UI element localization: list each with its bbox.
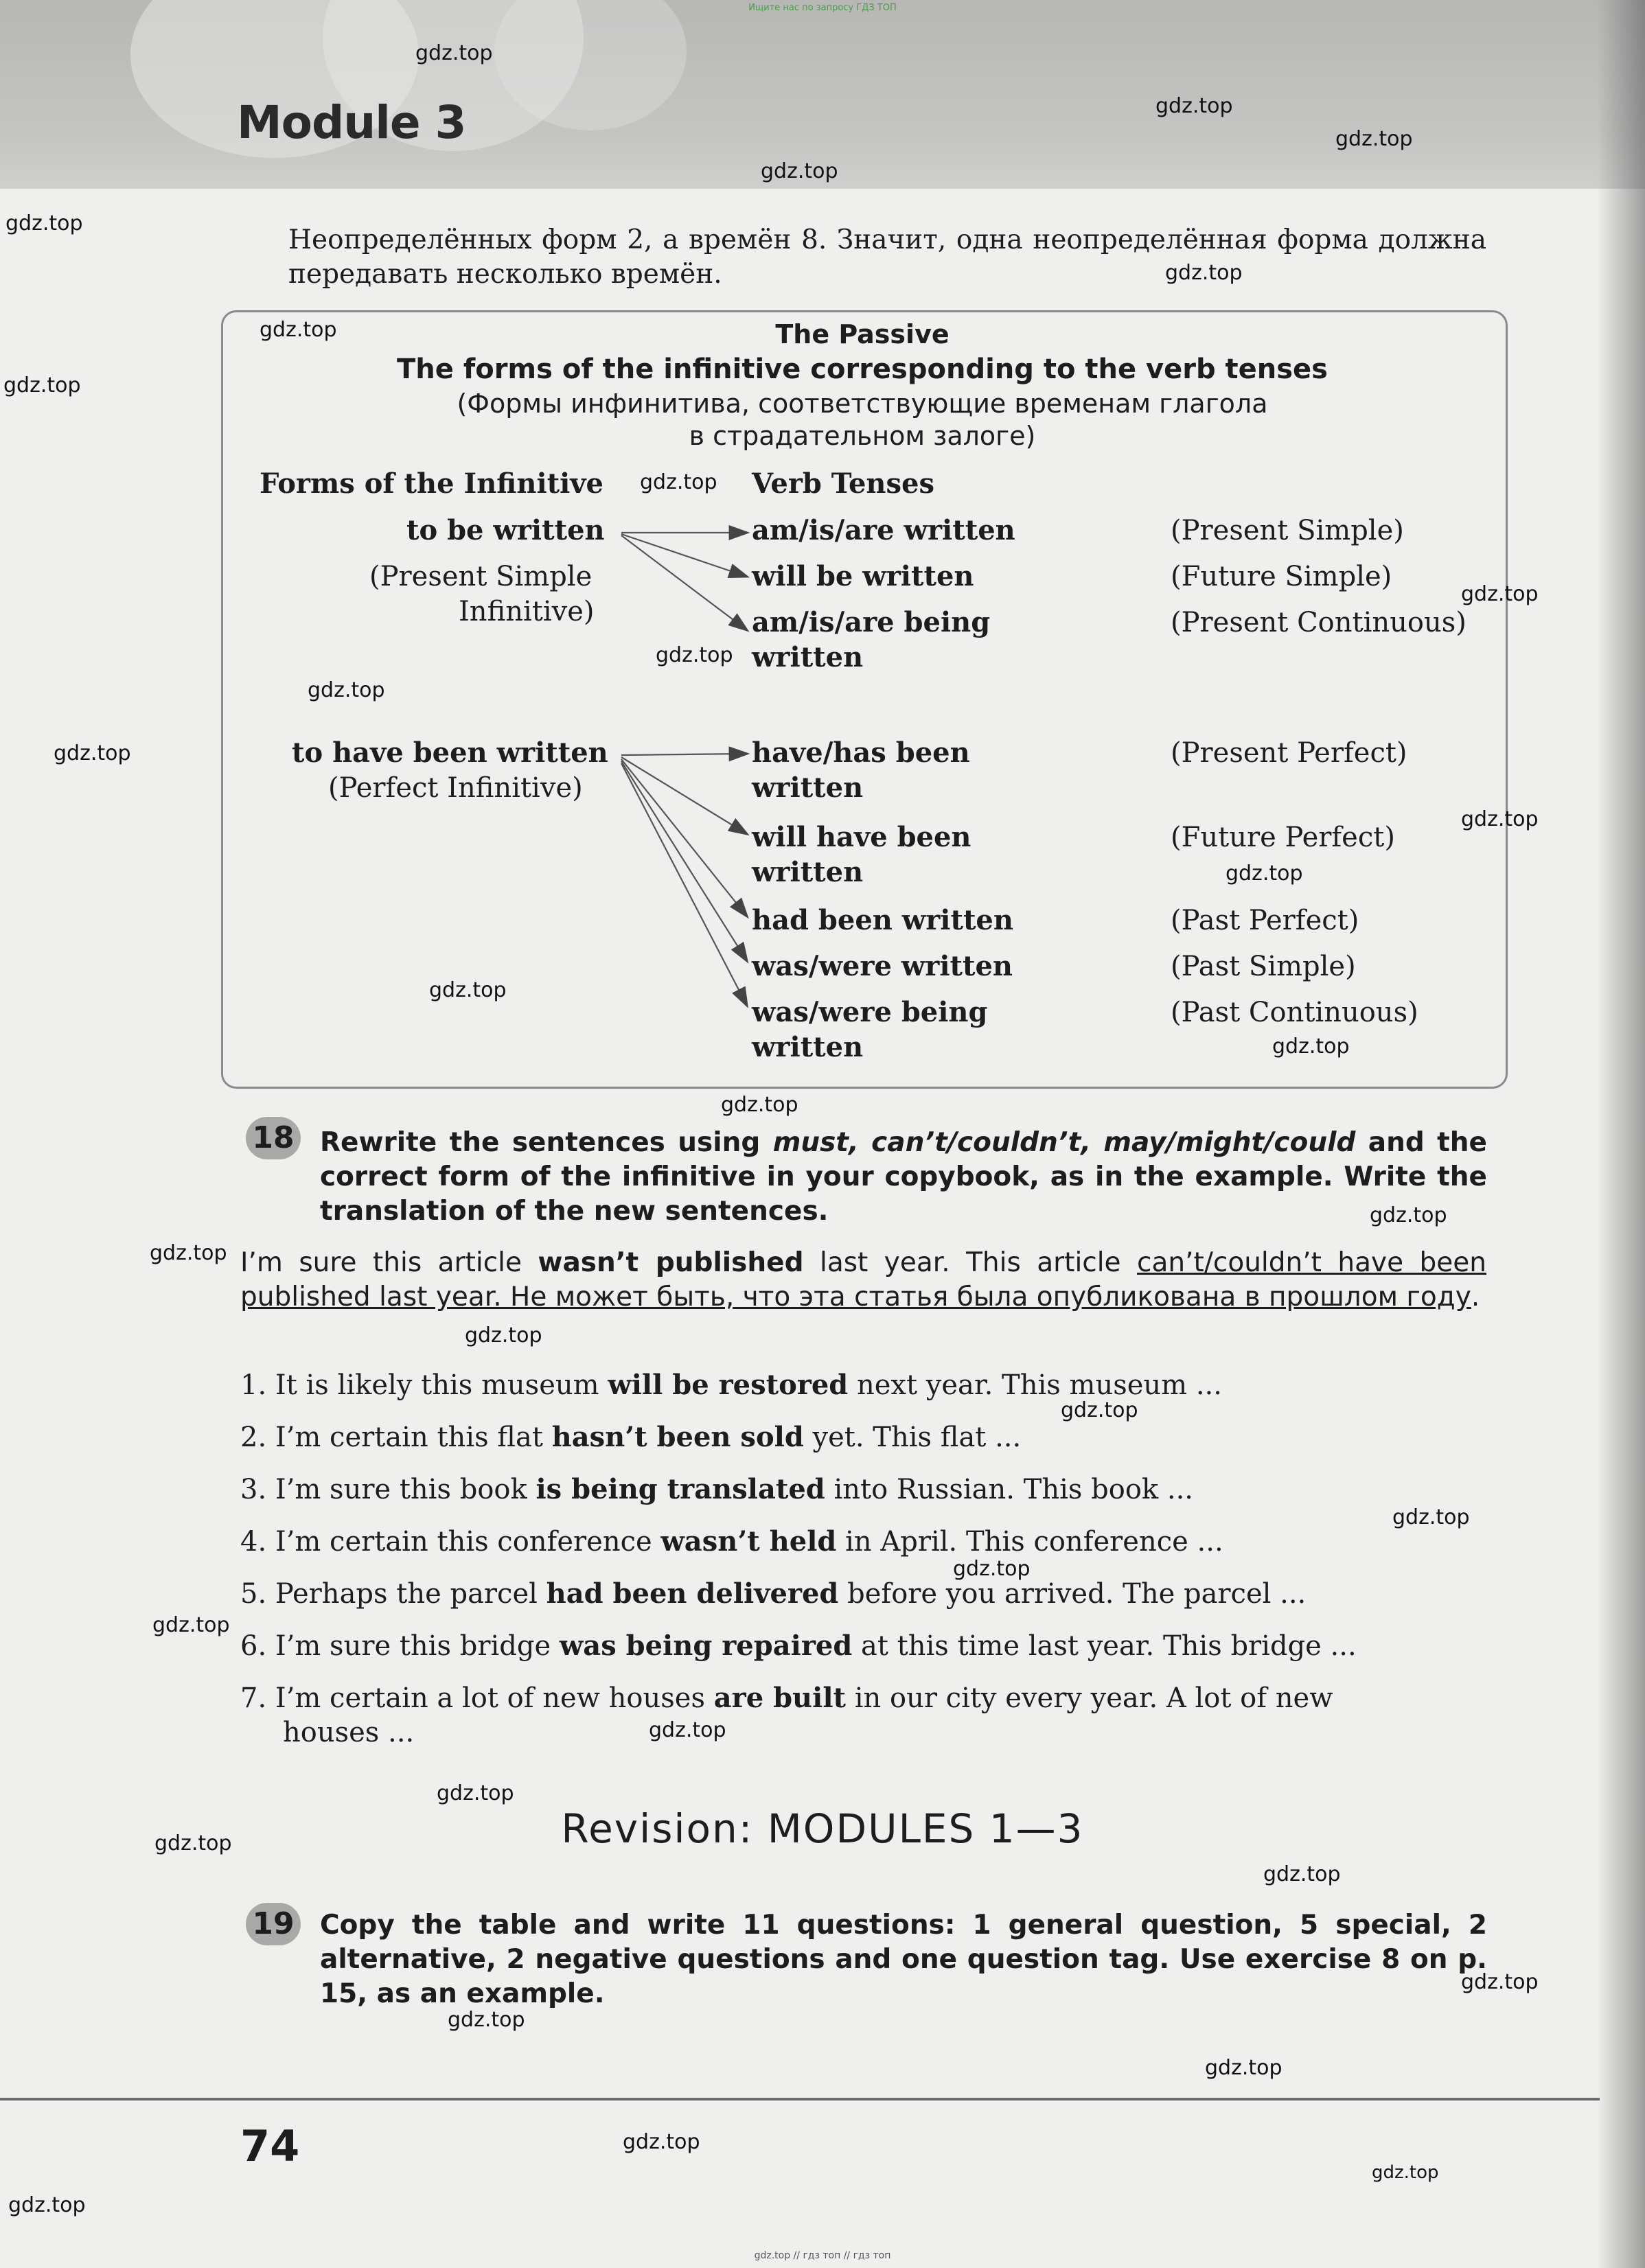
exercise-item-continuation: houses ... (283, 1717, 415, 1748)
item-bold: had been delivered (546, 1577, 839, 1610)
verb-form: am/is/are being (752, 606, 991, 638)
exercise-item (240, 1629, 1486, 1663)
infinitive-name: Infinitive) (459, 596, 595, 627)
instruction-text: and the correct form of the infinitive in your copybook, as in the example. Write the translation of the new sentences. (320, 1127, 1488, 1227)
table-subtitle-ru: (Формы инфинитива, соответствующие временам глагола (457, 389, 1268, 419)
item-bold: was being repaired (559, 1630, 853, 1662)
watermark: gdz.top (953, 1557, 1031, 1581)
arrow (621, 761, 747, 961)
item-text: at this time last year. This bridge ... (852, 1630, 1357, 1662)
watermark: gdz.top (1155, 94, 1233, 118)
item-text: I’m certain this flat (275, 1422, 552, 1453)
watermark: gdz.top (761, 159, 838, 183)
watermark: gdz.top (308, 678, 385, 702)
verb-form: written (752, 641, 864, 673)
tense-name: (Present Continuous) (1171, 607, 1466, 638)
item-text: in our city every year. A lot of new (846, 1682, 1333, 1714)
watermark: gdz.top (54, 741, 131, 765)
module-title: Module 3 (237, 96, 466, 149)
watermark: gdz.top (1461, 807, 1539, 831)
watermark: gdz.top (1370, 1203, 1447, 1227)
instruction-text: Rewrite the sentences using (320, 1127, 773, 1158)
item-number: 6. (240, 1630, 267, 1662)
bottom-note: gdz.top // гдз топ // гдз топ (754, 2250, 891, 2261)
verb-form: was/were being (752, 996, 988, 1028)
watermark: gdz.top (656, 643, 733, 667)
watermark: gdz.top (1205, 2056, 1282, 2080)
item-text: Perhaps the parcel (275, 1578, 547, 1610)
item-text: It is likely this museum (275, 1369, 608, 1401)
revision-heading: Revision: MODULES 1—3 (561, 1805, 1084, 1852)
verb-form: had been written (752, 904, 1013, 936)
watermark: gdz.top (1165, 261, 1243, 285)
watermark: gdz.top (437, 1781, 514, 1805)
instruction-modals: must, can’t/couldn’t, may/might/could (772, 1127, 1356, 1158)
arrow (621, 763, 747, 1006)
watermark: gdz.top (1263, 1862, 1341, 1886)
tense-name: (Past Perfect) (1171, 905, 1359, 936)
verb-form: written (752, 1031, 864, 1063)
watermark: gdz.top (1335, 127, 1413, 151)
watermark: gdz.top (649, 1718, 726, 1742)
exercise-number: 18 (246, 1117, 301, 1159)
exercise-item (240, 1420, 1486, 1455)
verb-form: will have been (752, 821, 971, 853)
item-text: I’m certain a lot of new houses (275, 1682, 714, 1714)
example-bold: wasn’t published (538, 1247, 804, 1278)
table-subtitle-ru: в страдательном залоге) (689, 421, 1036, 451)
tense-name: (Past Continuous) (1171, 997, 1418, 1028)
infinitive-name: (Present Simple (369, 561, 593, 592)
verb-form: written (752, 856, 864, 888)
item-number: 5. (240, 1578, 267, 1610)
watermark: gdz.top (623, 2130, 700, 2154)
item-bold: will be restored (608, 1369, 849, 1401)
watermark: gdz.top (448, 2008, 525, 2032)
tense-name: (Present Perfect) (1171, 737, 1407, 769)
item-number: 1. (240, 1369, 267, 1401)
item-text: I’m sure this book (275, 1474, 536, 1505)
item-text: yet. This flat ... (803, 1422, 1022, 1453)
watermark: gdz.top (1061, 1398, 1138, 1422)
arrow (621, 754, 747, 755)
item-bold: wasn’t held (660, 1525, 837, 1558)
arrow (621, 535, 747, 630)
table-title: The Passive (775, 319, 950, 349)
infinitive-present-simple: to be written (406, 514, 605, 546)
exercise-18-example (240, 1246, 1486, 1315)
table-subtitle: The forms of the infinitive corresponding to the verb tenses (397, 354, 1328, 385)
watermark: gdz.top (1392, 1505, 1470, 1529)
example-text: last year. This article (803, 1247, 1138, 1278)
intro-paragraph: Неопределённых форм 2, а времён 8. Значит, одна неопределённая форма должна передавать несколько времён. (288, 224, 1486, 290)
watermark: gdz.top (429, 978, 507, 1002)
verb-form: have/has been (752, 737, 970, 769)
item-text: I’m certain this conference (275, 1526, 661, 1558)
watermark: gdz.top (3, 373, 81, 397)
watermark: gdz.top (1272, 1034, 1350, 1058)
watermark: gdz.top (1461, 582, 1539, 606)
infinitive-perfect: to have been written (292, 737, 608, 769)
watermark: gdz.top (1372, 2162, 1439, 2183)
example-answer: can’t/couldn’t have been published last year. Не может быть, что эта статья была опубликована в прошлом году (240, 1247, 1486, 1312)
arrow (621, 759, 747, 916)
verb-form: was/were written (752, 950, 1013, 982)
watermark: gdz.top (415, 41, 493, 65)
exercise-number: 19 (246, 1903, 301, 1945)
infinitive-name: (Perfect Infinitive) (328, 772, 583, 804)
item-text: into Russian. This book ... (825, 1474, 1194, 1505)
tense-name: (Present Simple) (1171, 515, 1404, 546)
example-text: I’m sure this article (240, 1247, 538, 1278)
exercise-item (240, 1681, 1486, 1715)
watermark: gdz.top (721, 1093, 798, 1117)
exercise-19-instructions: Copy the table and write 11 questions: 1 general question, 5 special, 2 alternative, 2 negative questions and one question tag. Use exercise 8 on p. 15, as an example. (320, 1910, 1487, 2009)
item-bold: are built (713, 1682, 846, 1714)
watermark: gdz.top (152, 1613, 230, 1637)
item-number: 3. (240, 1474, 267, 1505)
watermark: gdz.top (1226, 861, 1303, 886)
watermark: gdz.top (5, 211, 83, 235)
arrow (621, 534, 747, 577)
footer-rule (0, 2098, 1600, 2101)
item-text: in April. This conference ... (836, 1526, 1223, 1558)
item-text: next year. This museum ... (848, 1369, 1222, 1401)
exercise-item (240, 1577, 1486, 1611)
tense-name: (Future Perfect) (1171, 822, 1395, 853)
watermark: gdz.top (8, 2193, 86, 2217)
verb-form: am/is/are written (752, 514, 1015, 546)
exercise-item (240, 1472, 1486, 1507)
arrow (621, 757, 747, 834)
item-number: 4. (240, 1526, 267, 1558)
item-bold: hasn’t been sold (551, 1421, 804, 1453)
column-header-forms: Forms of the Infinitive (260, 467, 603, 500)
watermark: gdz.top (260, 318, 337, 342)
watermark: gdz.top (640, 470, 717, 494)
item-text: I’m sure this bridge (275, 1630, 560, 1662)
watermark: gdz.top (154, 1831, 232, 1855)
tense-name: (Past Simple) (1171, 951, 1356, 982)
exercise-item (240, 1368, 1486, 1402)
watermark: gdz.top (1461, 1970, 1539, 1994)
exercise-item (240, 1525, 1486, 1559)
item-number: 7. (240, 1682, 267, 1714)
top-note: Ищите нас по запросу ГДЗ ТОП (748, 3, 897, 13)
verb-form: will be written (752, 560, 974, 592)
verb-form: written (752, 772, 864, 804)
column-header-tenses: Verb Tenses (752, 467, 934, 500)
watermark: gdz.top (465, 1323, 542, 1347)
tense-name: (Future Simple) (1171, 561, 1392, 592)
example-text: . (1471, 1282, 1480, 1312)
item-bold: is being translated (536, 1473, 825, 1505)
item-text: before you arrived. The parcel ... (838, 1578, 1307, 1610)
exercise-18-instructions (320, 1126, 1487, 1229)
watermark: gdz.top (150, 1241, 227, 1265)
page-number: 74 (240, 2121, 300, 2171)
item-number: 2. (240, 1422, 267, 1453)
